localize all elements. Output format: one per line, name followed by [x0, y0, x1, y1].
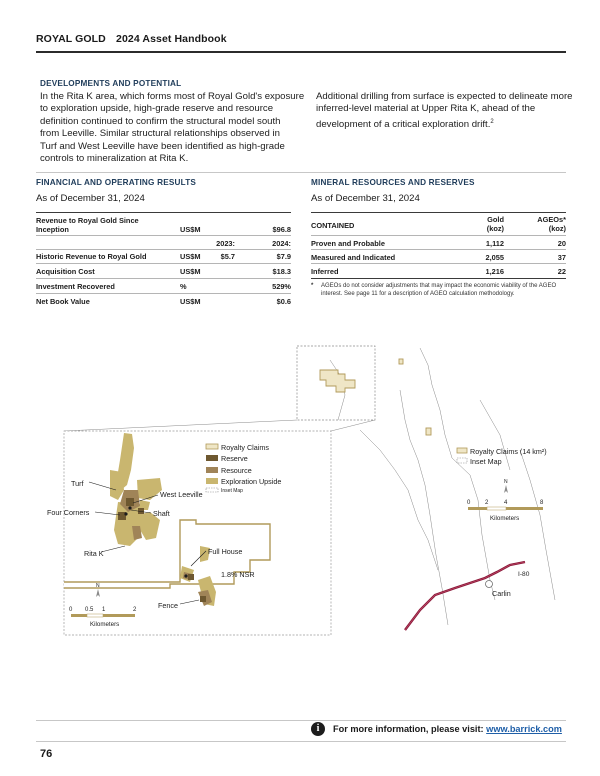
more-info-text: For more information, please visit: www.barrick.com	[333, 724, 562, 734]
legend-royalty-claims-14km: Royalty Claims (14 km²)	[470, 447, 547, 456]
shaft-marker	[128, 506, 131, 509]
legend-swatch-exploration	[206, 478, 218, 484]
developments-right-paragraph: Additional drilling from surface is expected to delineate more inferred-level material at Upper Rita K, ahead of the development of a critical exploration drift.$^2$	[316, 91, 573, 130]
col-header-ageo: AGEOs*	[537, 215, 566, 224]
legend-inset-map: Inset Map	[221, 488, 243, 494]
inset-connector-line	[64, 420, 297, 431]
label-i80: I-80	[518, 571, 530, 578]
inset-connector-line	[331, 420, 375, 431]
label-west-leeville: West Leeville	[160, 490, 203, 499]
carlin-town-marker	[486, 581, 493, 588]
financial-as-of: As of December 31, 2024	[36, 193, 145, 204]
scale-bar-main	[468, 507, 543, 510]
info-icon: i	[311, 722, 325, 736]
col-header-contained: CONTAINED	[311, 221, 355, 230]
scale-unit-main: Kilometers	[490, 515, 520, 522]
legend-inset-map-main: Inset Map	[470, 457, 502, 466]
legend-swatch-inset-map-main	[457, 458, 467, 463]
legend-swatch-royalty-claims	[206, 444, 218, 449]
resources-heading: MINERAL RESOURCES AND RESERVES	[311, 178, 475, 187]
section-divider	[36, 172, 566, 173]
north-label-main: N	[504, 479, 508, 485]
svg-text:8: 8	[540, 500, 544, 506]
label-shaft: Shaft	[153, 509, 170, 518]
developments-heading: DEVELOPMENTS AND POTENTIAL	[40, 79, 182, 88]
svg-text:1: 1	[102, 607, 106, 613]
label-turf: Turf	[71, 479, 84, 488]
svg-text:0: 0	[69, 607, 73, 613]
legend-exploration-upside: Exploration Upside	[221, 477, 282, 486]
royalty-claims-main	[320, 359, 431, 435]
ageo-footnote: * AGEOs do not consider adjustments that may impact the economic viability of the AGEO interest. See page 11 for a description of AGEO calculation methodology.	[311, 283, 557, 297]
col-header-gold: Gold	[487, 215, 504, 224]
legend-swatch-reserve	[206, 455, 218, 461]
svg-text:0: 0	[467, 500, 471, 506]
label-nsr: 1.8% NSR	[221, 570, 255, 579]
financial-table: Revenue to Royal Gold Since Inception US$M $96.8 2023: 2024: Historic Revenue to Royal Gold US$M $5.7 $7.9 Acquisition Cost US$M $18.3 Investment Recovered % 529% Net Book Value US$M $0.6	[36, 212, 291, 312]
svg-text:0.5: 0.5	[85, 607, 94, 613]
scale-unit-inset: Kilometers	[90, 621, 120, 628]
legend-swatch-resource	[206, 467, 218, 473]
footer-bottom-rule	[36, 741, 566, 742]
label-four-corners: Four Corners	[47, 508, 90, 517]
north-arrow-icon	[504, 485, 508, 493]
svg-text:2: 2	[485, 500, 489, 506]
shaft-marker	[124, 512, 127, 515]
shaft-marker	[184, 574, 187, 577]
north-label-inset: N	[96, 583, 100, 589]
resources-table: CONTAINED Gold (koz) AGEOs* (koz) Proven and Probable 1,112 20 Measured and Indicated 2,055 37 Inferred 1,216 22	[311, 212, 566, 280]
legend-swatch-royalty-claims-main	[457, 448, 467, 453]
barrick-link[interactable]: www.barrick.com	[486, 724, 562, 734]
drainage-lines	[330, 348, 555, 625]
brand-name: ROYAL GOLD	[36, 33, 106, 45]
resources-as-of: As of December 31, 2024	[311, 193, 420, 204]
developments-left-paragraph: In the Rita K area, which forms most of Royal Gold's exposure to exploration upside, high-grade reserve and resource definition continued to confirm the structural model south from Leeville. Similar structural relationships observed in Turf and West Leeville have been identified as high-grade controls to mineralization at Rita K.	[40, 91, 305, 165]
label-fence: Fence	[158, 601, 178, 610]
legend-resource: Resource	[221, 466, 252, 475]
label-full-house: Full House	[208, 547, 243, 556]
legend-reserve: Reserve	[221, 454, 248, 463]
document-title: 2024 Asset Handbook	[116, 33, 227, 45]
header-rule	[36, 51, 566, 53]
svg-text:2: 2	[133, 607, 137, 613]
page-number: 76	[40, 748, 53, 760]
location-map	[0, 340, 600, 660]
footnote-mark: 2	[490, 118, 494, 125]
svg-text:4: 4	[504, 500, 508, 506]
label-rita-k: Rita K	[84, 549, 104, 558]
label-carlin: Carlin	[492, 589, 511, 598]
financial-heading: FINANCIAL AND OPERATING RESULTS	[36, 178, 197, 187]
legend-royalty-claims: Royalty Claims	[221, 443, 269, 452]
footer-rule	[36, 720, 566, 721]
scale-bar-inset	[71, 614, 135, 617]
